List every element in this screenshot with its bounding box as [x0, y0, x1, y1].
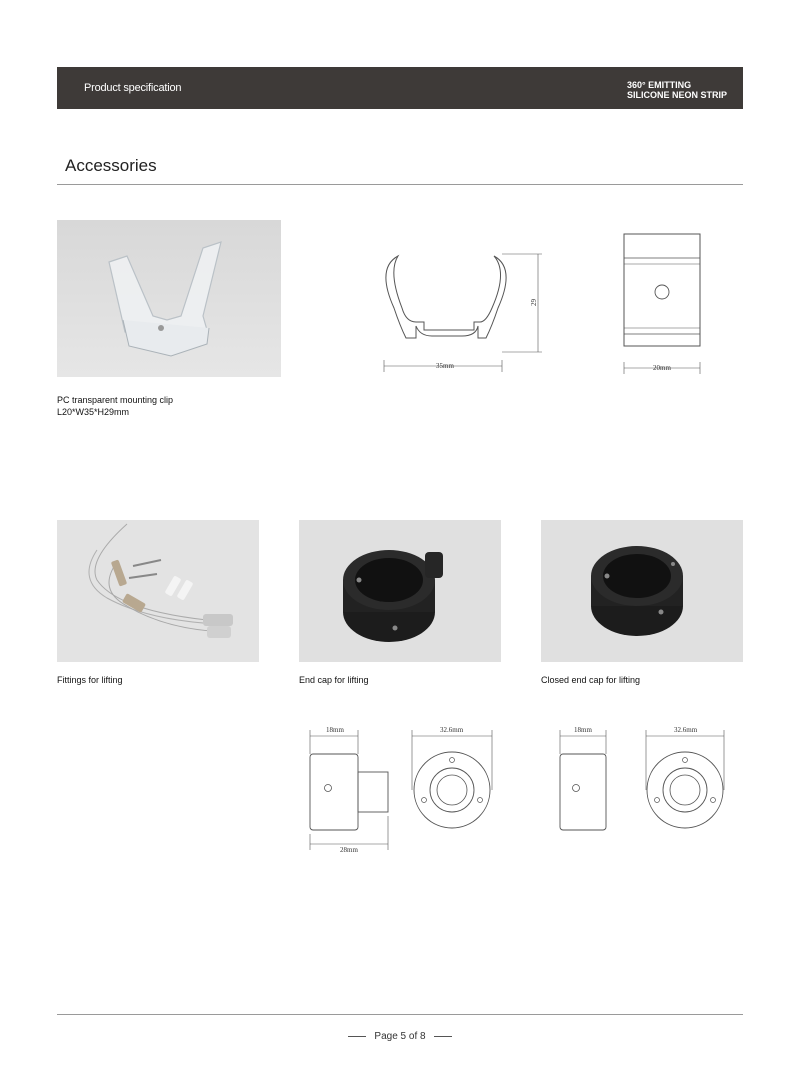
footer-divider: [57, 1014, 743, 1015]
endcap-length-dimension: 18mm: [326, 726, 344, 734]
endcap-photo: [299, 520, 501, 662]
header-product-name: [627, 80, 727, 100]
header-product-line2: SILICONE NEON STRIP: [626, 90, 727, 100]
clip-photo-image: [57, 220, 281, 377]
endcap-drawing: [300, 720, 500, 860]
clip-width-dimension: 35mm: [436, 362, 454, 370]
clip-caption-size: L20*W35*H29mm: [57, 407, 130, 417]
page-number: Page 5 of 8: [374, 1031, 426, 1042]
fittings-photo: [57, 520, 259, 662]
section-title: Accessories: [65, 156, 157, 175]
footer: [0, 1031, 800, 1042]
endcap-total-dimension: 28mm: [340, 846, 358, 854]
closedcap-photo-image: [541, 520, 743, 662]
fittings-photo-image: [57, 520, 259, 662]
clip-side-drawing: [620, 232, 735, 378]
closedcap-length-dimension: 18mm: [574, 726, 592, 734]
clip-caption: [57, 394, 173, 418]
footer-dash-right: [434, 1036, 452, 1037]
clip-height-dimension: 29: [530, 299, 538, 306]
header-product-line1: 360° EMITTING: [626, 80, 692, 90]
fittings-caption: Fittings for lifting: [57, 675, 123, 685]
endcap-photo-image: [299, 520, 501, 662]
clip-photo: [57, 220, 281, 377]
closedcap-diameter-dimension: 32.6mm: [674, 726, 698, 734]
closedcap-photo: [541, 520, 743, 662]
clip-side-dimension: 20mm: [653, 364, 671, 372]
header-bar: [57, 67, 743, 109]
closedcap-caption: Closed end cap for lifting: [541, 675, 641, 685]
endcap-diameter-dimension: 32.6mm: [440, 726, 464, 734]
clip-front-drawing: [376, 248, 546, 378]
clip-caption-name: PC transparent mounting clip: [57, 395, 174, 405]
section-divider: [57, 184, 743, 185]
footer-dash-left: [348, 1036, 366, 1037]
closedcap-drawing: [550, 720, 740, 840]
endcap-caption: End cap for lifting: [299, 675, 369, 685]
header-left-label: Product specification: [84, 82, 182, 94]
